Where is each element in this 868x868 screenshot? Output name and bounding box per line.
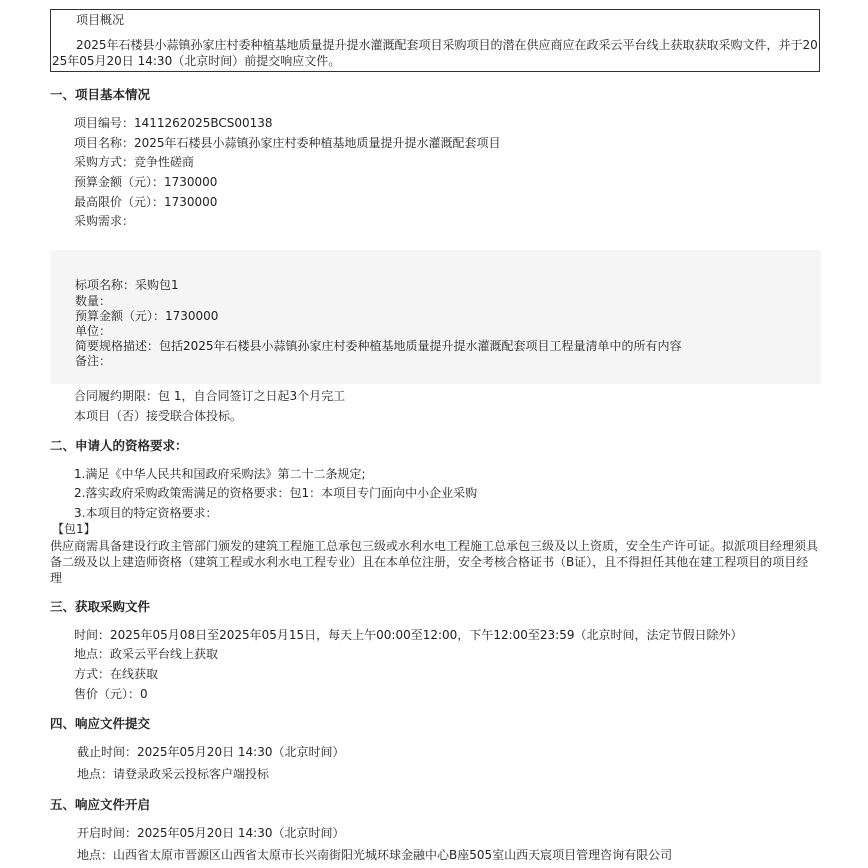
acquire-place: 地点：政采云平台线上获取	[74, 647, 219, 661]
submit-place: 地点：请登录政采云投标客户端投标	[77, 767, 270, 781]
qualification-item2: 2.落实政府采购政策需满足的资格要求：包1：本项目专门面向中小企业采购	[74, 486, 478, 500]
procurement-method: 采购方式：竞争性磋商	[74, 155, 195, 169]
lot-tag: 【包1】	[52, 522, 96, 536]
lot-spec: 简要规格描述：包括2025年石楼县小蒜镇孙家庄村委种植基地质量提升提水灌溉配套项目工程量清单中的所有内容	[75, 339, 682, 353]
max-price: 最高限价（元）：1730000	[74, 195, 218, 209]
lot-note: 备注：	[75, 354, 112, 368]
open-place: 地点：山西省太原市晋源区山西省太原市长兴南街阳光城环球金融中心B座505室山西天宸项目管理咨询有限公司	[77, 848, 673, 862]
section4-heading: 四、响应文件提交	[50, 716, 151, 731]
lot-unit: 单位：	[75, 324, 112, 338]
section1-heading: 一、项目基本情况	[50, 87, 151, 102]
project-name: 项目名称：2025年石楼县小蒜镇孙家庄村委种植基地质量提升提水灌溉配套项目	[74, 136, 501, 150]
section5-heading: 五、响应文件开启	[50, 797, 151, 812]
open-time: 开启时间：2025年05月20日 14:30（北京时间）	[77, 826, 345, 840]
budget-amount: 预算金额（元）：1730000	[74, 175, 218, 189]
acquire-method: 方式：在线获取	[74, 667, 159, 681]
section3-heading: 三、获取采购文件	[50, 599, 151, 614]
section2-heading: 二、申请人的资格要求：	[50, 438, 188, 453]
contract-period: 合同履约期限：包 1，自合同签订之日起3个月完工	[74, 389, 346, 403]
lot-quantity: 数量：	[75, 294, 112, 308]
requirement-line2: 备二级及以上建造师资格（建筑工程或水利水电工程专业）且在本单位注册，安全考核合格证书（B证），且不得担任其他在建工程项目的项目经	[50, 555, 809, 569]
project-number: 项目编号：1411262025BCS00138	[74, 116, 273, 130]
overview-text-line1: 2025年石楼县小蒜镇孙家庄村委种植基地质量提升提水灌溉配套项目采购项目的潜在供应商应在政采云平台线上获取获取采购文件，并于20	[76, 38, 818, 52]
procurement-demand: 采购需求：	[74, 214, 135, 228]
overview-text-line2: 25年05月20日 14:30（北京时间）前提交响应文件。	[52, 54, 341, 68]
lot-name: 标项名称：采购包1	[75, 278, 179, 292]
requirement-line1: 供应商需具备建设行政主管部门颁发的建筑工程施工总承包三级或水利水电工程施工总承包三级及以上资质，安全生产许可证。拟派项目经理须具	[50, 539, 819, 553]
overview-title: 项目概况	[76, 13, 125, 27]
acquire-time: 时间：2025年05月08日至2025年05月15日，每天上午00:00至12:00，下午12:00至23:59（北京时间，法定节假日除外）	[74, 628, 743, 642]
qualification-item1: 1.满足《中华人民共和国政府采购法》第二十二条规定;	[74, 467, 366, 481]
acquire-price: 售价（元）：0	[74, 687, 148, 701]
qualification-item3: 3.本项目的特定资格要求：	[74, 506, 218, 520]
requirement-line3: 理	[50, 571, 63, 585]
lot-budget: 预算金额（元）：1730000	[75, 309, 219, 323]
submit-deadline: 截止时间：2025年05月20日 14:30（北京时间）	[77, 745, 345, 759]
joint-bid: 本项目（否）接受联合体投标。	[74, 409, 243, 423]
